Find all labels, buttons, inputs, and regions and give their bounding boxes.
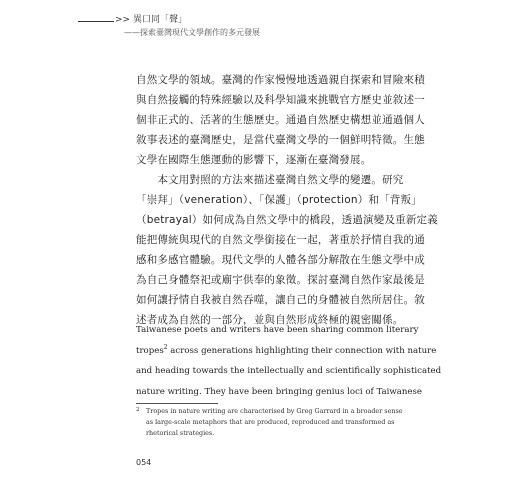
cjk-line: 述者成為自然的一部分，並與自然形成終極的親密關係。 [136,314,404,326]
cjk-line: 自然文學的領域。臺灣的作家慢慢地透過親自探索和冒險來積 [136,74,425,86]
en-line-start: tropes [136,345,164,356]
cjk-line: 為自己身體祭祀或廟宇供奉的象徵。探討臺灣自然作家最後是 [136,274,425,286]
en-line: and heading towards the intellectually and scientifically sophisticated [136,366,442,376]
running-header-title: >> 異口同「聲」 [115,15,187,25]
en-line: Taiwanese poets and writers have been sharing common literary [136,325,419,335]
en-line: nature writing. They have been bringing genius loci of Taiwanese [136,386,422,397]
cjk-line: 個非正式的、活著的生態歷史。通過自然歷史構想並通過個人 [136,114,425,126]
cjk-line: 感和多感官體驗。現代文學的人體各部分解散在生態文學中成 [136,254,425,266]
en-line [136,341,437,362]
footnote-reference-mark[interactable]: 2 [163,343,168,351]
running-header-subtitle: ——探索臺灣現代文學創作的多元發展 [124,28,260,37]
cjk-line: （betrayal）如何成為自然文學中的橋段，透過演變及重新定義 [136,214,438,226]
cjk-line: 如何讓抒情自我被自然吞噬，讓自己的身體被自然所居住。敘 [136,294,425,306]
footnote-line: rhetorical strategies. [146,429,215,437]
footnote-number: 2 [136,407,140,413]
footnote-divider [136,403,218,404]
cjk-line: 本文用對照的方法來描述臺灣自然文學的變遷。研究 [136,174,404,186]
cjk-line: 「崇拜」（veneration）、「保護」（protection）和「背叛」 [136,194,422,206]
cjk-line: 與自然接觸的特殊經驗以及科學知識來挑戰官方歷史並敘述一 [136,94,425,106]
footnote [136,406,403,439]
header-rule [78,21,114,22]
en-line-rest: across generations highlighting their connection with nature [167,345,437,356]
page-number: 054 [136,458,152,467]
cjk-line: 能把傳統與現代的自然文學銜接在一起，著重於抒情自我的通 [136,234,425,246]
cjk-line: 文學在國際生態運動的影響下，逐漸在臺灣發展。 [136,154,372,166]
footnote-line: as large-scale metaphors that are produced, reproduced and transformed as [146,418,395,426]
cjk-line: 敘事表述的臺灣歷史，是當代臺灣文學的一個鮮明特徵。生態 [136,134,425,146]
footnote-line: Tropes in nature writing are characterised by Greg Garrard in a broader sense [146,407,403,415]
